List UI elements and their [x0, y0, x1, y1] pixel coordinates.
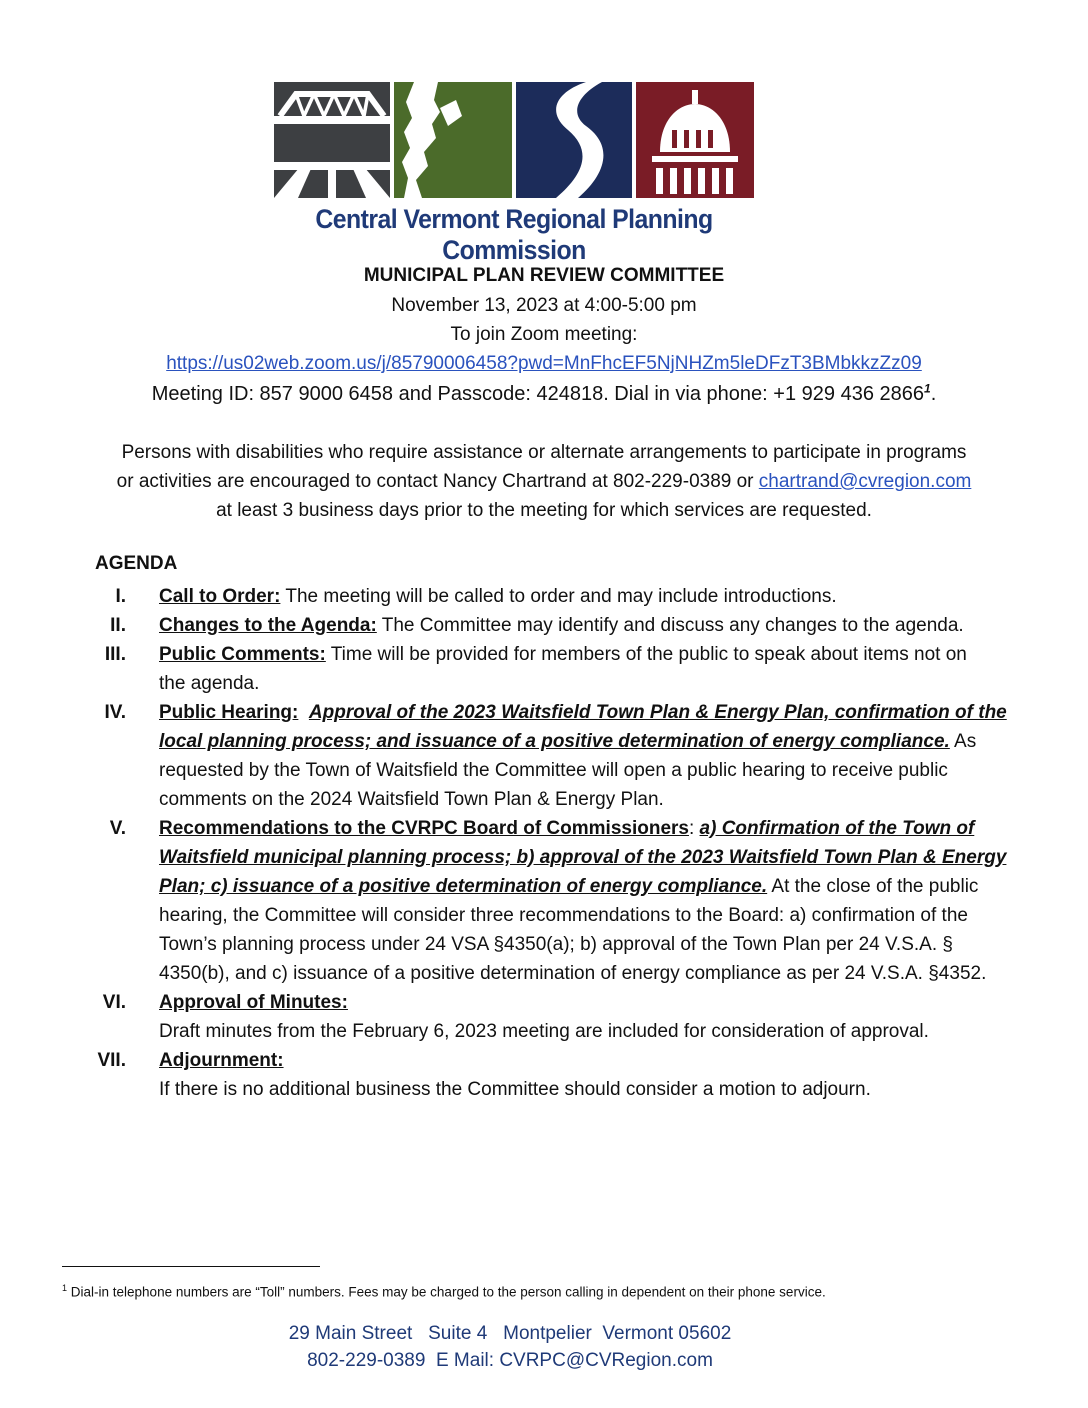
- agenda-item-number: V.: [109, 818, 126, 839]
- agenda-item: [0, 1046, 1088, 1104]
- agenda-item: [0, 698, 1088, 814]
- meeting-id-text: Meeting ID: 857 9000 6458 and Passcode: 424818. Dial in via phone: +1 929 436 2866: [151, 383, 924, 405]
- agenda-item-title: Call to Order:: [159, 586, 281, 607]
- agenda-item-title: Approval of Minutes:: [159, 992, 348, 1013]
- agenda-item: [0, 988, 1088, 1046]
- agenda-item: [0, 814, 1088, 988]
- contact-email-link[interactable]: chartrand@cvregion.com: [758, 471, 972, 492]
- agenda-item: [0, 582, 1088, 611]
- agenda-item-body: [159, 988, 989, 1046]
- footer-contact: 802-229-0389 E Mail: CVRPC@CVRegion.com: [307, 1350, 713, 1371]
- footer-address: 29 Main Street Suite 4 Montpelier Vermont 05602: [288, 1323, 732, 1344]
- agenda-item-title: Changes to the Agenda:: [159, 615, 377, 636]
- accessibility-line-2-text: or activities are encouraged to contact Nancy Chartrand at 802-229-0389 or: [116, 471, 759, 492]
- agenda-item-subtitle: a) Confirmation of the Town of Waitsfield municipal planning process; b) approval of the 2023 Waitsfield Town Plan & Energy Plan; c) issuance of a positive determination of energy compliance.: [159, 818, 1007, 897]
- page-title: MUNICIPAL PLAN REVIEW COMMITTEE: [363, 265, 725, 286]
- meeting-id-line: [0, 380, 1088, 408]
- agenda-item-text: As requested by the Town of Waitsfield the Committee will open a public hearing to receive public comments on the 2024 Waitsfield Town Plan & Energy Plan.: [159, 731, 977, 810]
- agenda-item-title: Recommendations to the CVRPC Board of Commissioners: [159, 818, 689, 839]
- meeting-date: November 13, 2023 at 4:00-5:00 pm: [391, 295, 697, 316]
- logo-org-name: Central Vermont Regional Planning Commission: [315, 204, 713, 265]
- agenda-item-number: I.: [115, 586, 126, 607]
- agenda-item-text: If there is no additional business the Committee should consider a motion to adjourn.: [159, 1079, 871, 1100]
- footnote-reference: 1: [924, 381, 931, 396]
- agenda-item-text: The meeting will be called to order and may include introductions.: [280, 586, 837, 607]
- agenda-item-body: [159, 1046, 1029, 1104]
- footnote: [62, 1279, 826, 1302]
- agenda-item-text: The Committee may identify and discuss any changes to the agenda.: [376, 615, 964, 636]
- meeting-id-end: .: [930, 383, 937, 405]
- agenda-list: [0, 582, 1088, 1104]
- agenda-item-number: VI.: [102, 992, 126, 1013]
- agenda-item-text: Draft minutes from the February 6, 2023 meeting are included for consideration of approval.: [159, 1021, 929, 1042]
- agenda-heading: AGENDA: [95, 553, 178, 574]
- capitol-dome-icon: [636, 82, 754, 198]
- accessibility-notice: [0, 438, 1088, 525]
- agenda-item-body: [159, 814, 1009, 988]
- agenda-item-title: Adjournment:: [159, 1050, 284, 1071]
- agenda-item: [0, 640, 1088, 698]
- agenda-item-number: IV.: [104, 702, 126, 723]
- agenda-item-text: Time will be provided for members of the public to speak about items not on the agenda.: [159, 644, 967, 694]
- agenda-item-body: [159, 611, 999, 640]
- river-road-icon: [516, 82, 632, 198]
- vermont-map-icon: [394, 82, 512, 198]
- logo-panels: [274, 82, 754, 198]
- footnote-text: Dial-in telephone numbers are “Toll” numbers. Fees may be charged to the person calling in dependent on their phone service.: [67, 1284, 826, 1300]
- zoom-meeting-link[interactable]: https://us02web.zoom.us/j/85790006458?pwd=MnFhcEF5NjNHZm5leDFzT3BMbkkzZz09: [166, 353, 922, 374]
- agenda-item-text: At the close of the public hearing, the Committee will consider three recommendations to the Board: a) confirmation of the Town’s planning process under 24 VSA §4350(a); b) approval of the Town Plan per 24 V.S.A. § 4350(b), and c) issuance of a positive determination of energy compliance as per 24 V.S.A. §4352.: [159, 876, 987, 984]
- agenda-item-number: III.: [104, 644, 126, 665]
- accessibility-line-3: at least 3 business days prior to the meeting for which services are requested.: [216, 500, 872, 521]
- agenda-item-body: [159, 698, 1029, 814]
- agenda-item: [0, 611, 1088, 640]
- footnote-divider: [62, 1266, 320, 1267]
- agenda-item-number: II.: [110, 615, 126, 636]
- zoom-link-line: [0, 350, 1088, 378]
- agenda-item-title: Public Comments:: [159, 644, 326, 665]
- accessibility-line-2: [0, 467, 1088, 496]
- agenda-item-body: [159, 582, 1029, 611]
- agenda-item-subtitle: Approval of the 2023 Waitsfield Town Plan & Energy Plan, confirmation of the local planning process; and issuance of a positive determination of energy compliance.: [159, 702, 1007, 752]
- agenda-item-sep: :: [688, 818, 700, 839]
- agenda-item-body: [159, 640, 979, 698]
- accessibility-line-1: Persons with disabilities who require assistance or alternate arrangements to participate in programs: [121, 442, 967, 463]
- agenda-item-title: Public Hearing:: [159, 702, 299, 723]
- bridge-icon: [274, 82, 390, 198]
- cvrpc-logo: [274, 82, 754, 265]
- footnote-mark: 1: [62, 1283, 68, 1293]
- zoom-join-label: To join Zoom meeting:: [450, 324, 638, 345]
- agenda-item-number: VII.: [97, 1050, 126, 1071]
